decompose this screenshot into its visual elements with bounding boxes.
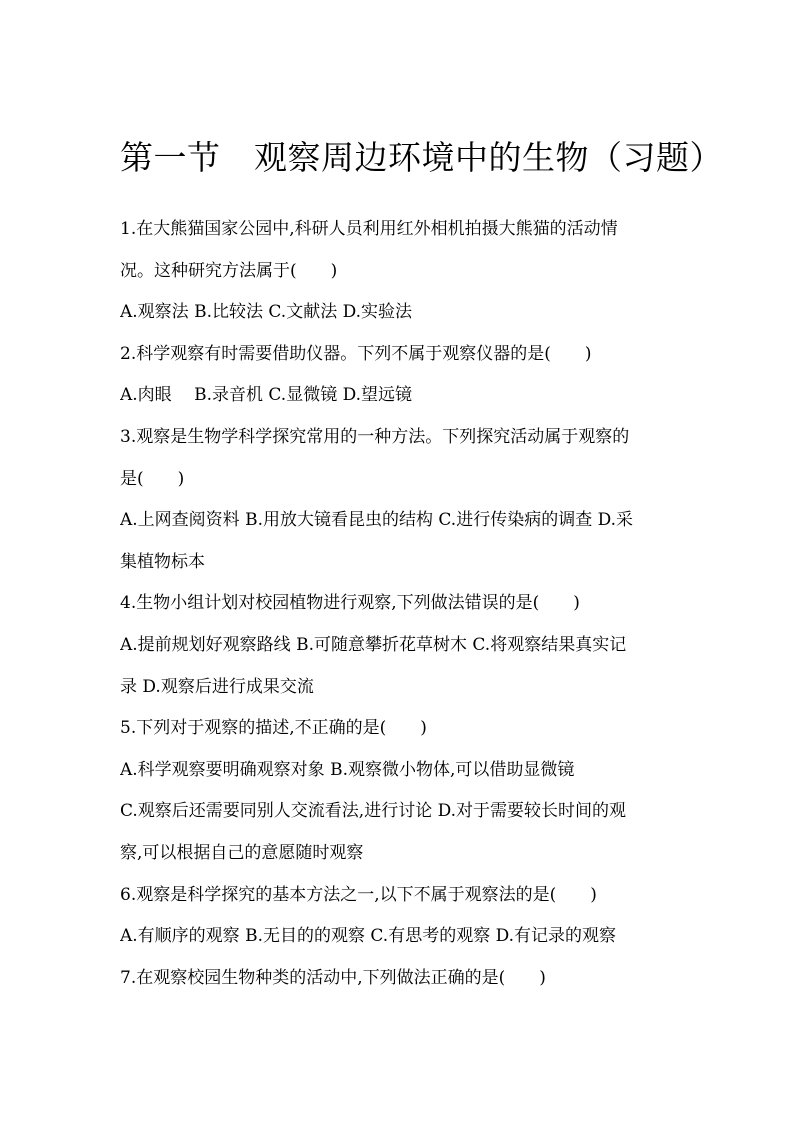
- text-line: 6.观察是科学探究的基本方法之一,以下不属于观察法的是( ): [120, 884, 597, 905]
- text-line: A.有顺序的观察 B.无目的的观察 C.有思考的观察 D.有记录的观察: [120, 926, 617, 947]
- text-line: 1.在大熊猫国家公园中,科研人员利用红外相机拍摄大熊猫的活动情: [120, 219, 618, 239]
- text-line: A.提前规划好观察路线 B.可随意攀折花草树木 C.将观察结果真实记: [120, 634, 627, 655]
- text-line: A.上网查阅资料 B.用放大镜看昆虫的结构 C.进行传染病的调查 D.采: [120, 510, 634, 531]
- text-line: A.观察法 B.比较法 C.文献法 D.实验法: [120, 302, 413, 323]
- text-line: 3.观察是生物学科学探究常用的一种方法。下列探究活动属于观察的: [120, 426, 630, 447]
- text-line: 7.在观察校园生物种类的活动中,下列做法正确的是( ): [120, 967, 546, 988]
- text-line: 察,可以根据自己的意愿随时观察: [120, 842, 364, 863]
- text-line: A.肉眼 B.录音机 C.显微镜 D.望远镜: [120, 385, 413, 406]
- text-line: 2.科学观察有时需要借助仪器。下列不属于观察仪器的是( ): [120, 343, 592, 364]
- text-line: 4.生物小组计划对校园植物进行观察,下列做法错误的是( ): [120, 593, 580, 614]
- text-line: 况。这种研究方法属于( ): [120, 260, 338, 281]
- text-line: A.科学观察要明确观察对象 B.观察微小物体,可以借助显微镜: [120, 759, 575, 780]
- text-line: 是( ): [120, 468, 185, 489]
- question-list: [120, 209, 680, 999]
- text-line: 录 D.观察后进行成果交流: [120, 676, 314, 697]
- text-line: 5.下列对于观察的描述,不正确的是( ): [120, 718, 427, 739]
- text-line: 集植物标本: [120, 551, 205, 572]
- text-line: C.观察后还需要同别人交流看法,进行讨论 D.对于需要较长时间的观: [120, 801, 627, 822]
- page-title: 第一节 观察周边环境中的生物（习题）: [120, 138, 723, 177]
